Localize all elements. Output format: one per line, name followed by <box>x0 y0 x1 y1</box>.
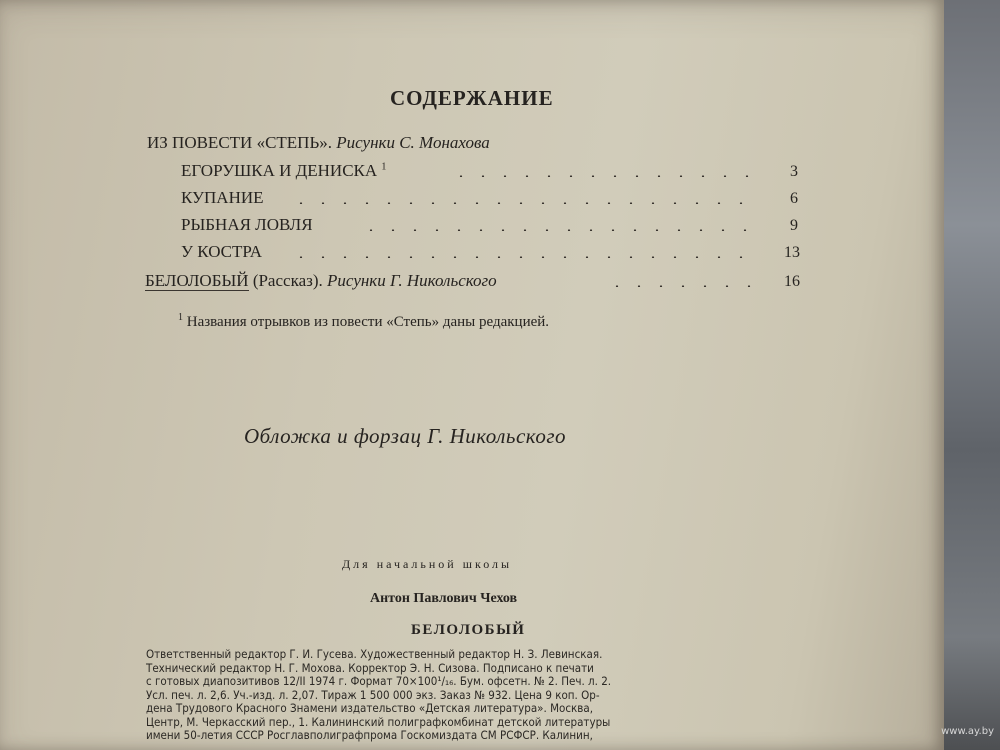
author-name: Антон Павлович Чехов <box>370 591 518 606</box>
toc-part-2-title: БЕЛОЛОБЫЙ <box>145 271 249 290</box>
toc-part-2-illustrator: Рисунки Г. Никольского <box>327 271 497 290</box>
toc-item-label: РЫБНАЯ ЛОВЛЯ <box>181 215 313 234</box>
toc-item <box>181 242 262 262</box>
book-title: БЕЛОЛОБЫЙ <box>411 622 526 638</box>
toc-leader-dots <box>606 285 752 287</box>
toc-part-2-subtitle: (Рассказ). <box>252 271 323 290</box>
toc-item-page: 3 <box>790 163 798 180</box>
imprint-line: Усл. печ. л. 2,6. Уч.-изд. л. 2,07. Тираж 1 500 000 экз. Заказ № 932. Цена 9 коп. Ор- <box>146 687 600 702</box>
cover-credit: Обложка и форзац Г. Никольского <box>244 424 567 448</box>
toc-item-page: 13 <box>784 244 800 261</box>
toc-item <box>181 188 264 208</box>
toc-leader-dots <box>360 229 752 231</box>
toc-item <box>181 161 386 181</box>
toc-item-label: ЕГОРУШКА И ДЕНИСКА <box>181 161 378 180</box>
toc-item-label: КУПАНИЕ <box>181 188 264 207</box>
toc-part-1-title: ИЗ ПОВЕСТИ «СТЕПЬ». <box>147 133 332 152</box>
toc-item-page: 9 <box>790 217 798 234</box>
imprint-block <box>146 648 806 743</box>
imprint-line: дена Трудового Красного Знамени издательство «Детская литература». Москва, <box>146 701 593 715</box>
toc-leader-dots <box>290 256 752 258</box>
toc-part-2-page: 16 <box>784 273 800 290</box>
toc-leader-dots <box>450 175 750 177</box>
imprint-line: имени 50-летия СССР Росглавполиграфпрома Госкомиздата СМ РСФСР. Калинин, <box>146 728 593 742</box>
imprint-line: Ответственный редактор Г. И. Гусева. Художественный редактор Н. З. Левинская. <box>146 647 603 661</box>
toc-item-page: 6 <box>790 190 798 207</box>
footnote <box>178 312 549 331</box>
toc-item <box>181 215 313 235</box>
imprint-line: Центр, М. Черкасский пер., 1. Калининский полиграфкомбинат детской литературы <box>146 714 611 729</box>
toc-item-label: У КОСТРА <box>181 242 262 261</box>
toc-part-1 <box>147 133 490 153</box>
contents-heading: СОДЕРЖАНИЕ <box>390 86 554 110</box>
audience-note: Для начальной школы <box>342 557 513 571</box>
footnote-text: Названия отрывков из повести «Степь» даны редакцией. <box>186 314 550 330</box>
imprint-line: с готовых диапозитивов 12/II 1974 г. Формат 70×100¹/₁₆. Бум. офсетн. № 2. Печ. л. 2. <box>146 674 612 688</box>
footnote-mark: 1 <box>178 312 183 323</box>
toc-leader-dots <box>290 202 752 204</box>
toc-part-2 <box>145 271 497 291</box>
imprint-line: Технический редактор Н. Г. Мохова. Корректор Э. Н. Сизова. Подписано к печати <box>146 660 594 675</box>
footnote-mark: 1 <box>381 161 387 173</box>
toc-part-1-illustrator: Рисунки С. Монахова <box>336 133 490 152</box>
watermark: www.ay.by <box>941 726 994 737</box>
background-surface <box>944 0 1000 750</box>
